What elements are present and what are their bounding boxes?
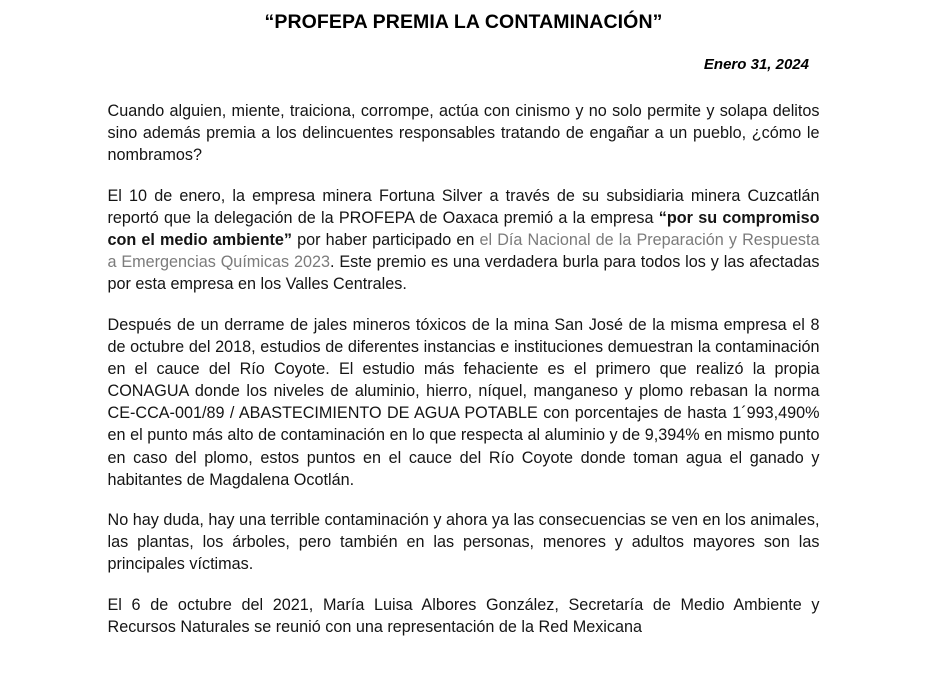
paragraph-2-highlighted-link-text: el Día Nacional de la Preparación y Respuesta a Emergencias Químicas 2023 [107, 230, 820, 272]
paragraph-2-bold-quote: “por su compromiso con el medio ambiente” [107, 208, 820, 249]
page-title: “PROFEPA PREMIA LA CONTAMINACIÓN” [264, 11, 663, 33]
paragraph-4: No hay duda, hay una terrible contaminación y ahora ya las consecuencias se ven en los animales, las plantas, los árboles, pero también en las personas, menores y adultos mayores son las principales víctimas. [107, 511, 820, 574]
paragraph-5: El 6 de octubre del 2021, María Luisa Albores González, Secretaría de Medio Ambiente y Recursos Naturales se reunió con una representación de la Red Mexicana [107, 595, 820, 636]
document-page [0, 11, 927, 686]
paragraph-3: Después de un derrame de jales mineros tóxicos de la mina San José de la misma empresa el 8 de octubre del 2018, estudios de diferentes instancias e instituciones demuestran la contaminación en el cauce del Río Coyote. El estudio más fehaciente es el primero que realizó la propia CONAGUA donde los niveles de aluminio, hierro, níquel, manganeso y plomo rebasan la norma CE-CCA-001/89 / ABASTECIMIENTO DE AGUA POTABLE con porcentajes de hasta 1´993,490% en el punto más alto de contaminación en lo que respecta al aluminio y de 9,394% en mismo punto en caso del plomo, estos puntos en el cauce del Río Coyote donde toman agua el ganado y habitantes de Magdalena Ocotlán. [107, 315, 820, 489]
document-body [108, 100, 820, 638]
paragraph-2-part-a: El 10 de enero, la empresa minera Fortuna Silver a través de su subsidiaria minera Cuzcatlán reportó que la delegación de la PROFEPA de Oaxaca premió a la empresa [107, 186, 820, 227]
paragraph-1: Cuando alguien, miente, traiciona, corrompe, actúa con cinismo y no solo permite y solapa delitos sino además premia a los delincuentes responsables tratando de engañar a un pueblo, ¿cómo le nombramos? [107, 102, 820, 165]
paragraph-2-part-c: . Este premio es una verdadera burla para todos los y las afectadas por esta empresa en los Valles Centrales. [107, 253, 820, 294]
document-date: Enero 31, 2024 [703, 56, 809, 73]
paragraph-2-part-b: por haber participado en [291, 230, 480, 249]
paragraph-2 [108, 185, 820, 296]
